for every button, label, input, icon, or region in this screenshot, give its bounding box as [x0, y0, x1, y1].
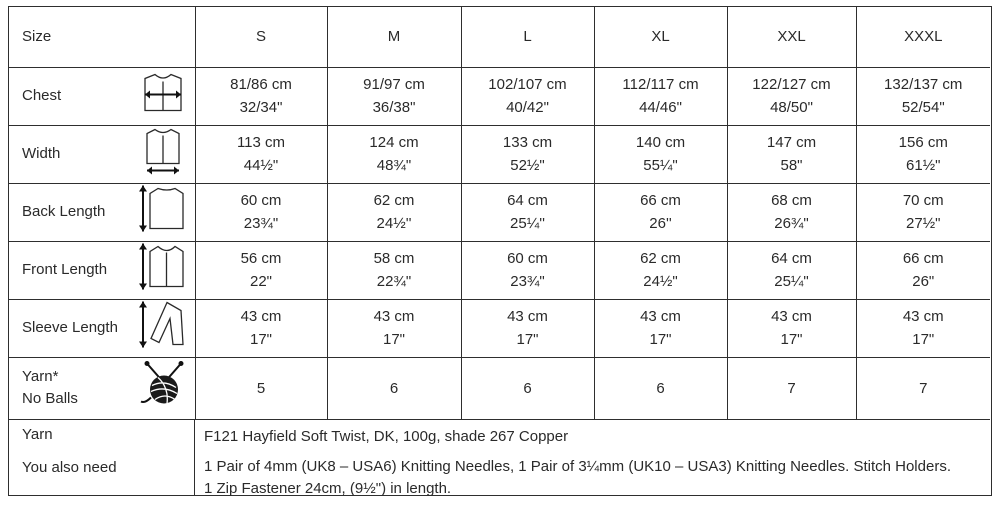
measure-cell [461, 241, 594, 299]
metric-value: 70 cm [902, 192, 944, 209]
metric-value: 43 cm [771, 308, 812, 325]
measure-cell [195, 241, 327, 299]
metric-value: 43 cm [240, 308, 282, 325]
size-heading-l: L [461, 7, 594, 67]
measure-cell [856, 67, 990, 125]
metric-value: 124 cm [369, 134, 419, 151]
measure-row-front-length [9, 241, 990, 299]
metric-value: 62 cm [373, 192, 415, 209]
metric-value: 133 cm [502, 134, 553, 151]
yarn-balls-label [22, 366, 78, 410]
imperial-value: 48¾" [376, 157, 412, 174]
measure-cell [856, 183, 990, 241]
imperial-value: 25¼'' [510, 215, 545, 232]
size-chart [8, 6, 992, 496]
sleeve-length-icon [137, 299, 189, 358]
measure-cell [327, 67, 461, 125]
imperial-value: 27½" [905, 215, 941, 232]
measure-cell [727, 67, 856, 125]
metric-value: 64 cm [507, 192, 548, 209]
measure-cell [327, 241, 461, 299]
size-heading-xl: XL [594, 7, 727, 67]
metric-value: 91/97 cm [363, 76, 425, 93]
metric-value: 147 cm [766, 134, 817, 151]
measure-cell [195, 299, 327, 357]
measure-cell [594, 125, 727, 183]
metric-value: 60 cm [240, 192, 282, 209]
metric-value: 66 cm [640, 192, 681, 209]
row-label-cell [9, 183, 195, 241]
size-heading-s: S [195, 7, 327, 67]
yarn-balls-count: 7 [727, 357, 856, 419]
yarn-label-line-1: Yarn* [22, 368, 59, 385]
imperial-value: 17" [382, 331, 405, 348]
metric-value: 58 cm [373, 250, 415, 267]
yarn-label-line-2: No Balls [22, 390, 78, 407]
measure-cell [594, 299, 727, 357]
imperial-value: 44/46" [639, 99, 682, 116]
imperial-value: 22" [249, 273, 272, 290]
imperial-value: 44½" [243, 157, 279, 174]
metric-value: 60 cm [507, 250, 548, 267]
row-label-cell [9, 125, 195, 183]
metric-value: 112/117 cm [622, 76, 699, 93]
metric-value: 43 cm [373, 308, 415, 325]
yarn-balls-label-cell [9, 357, 195, 419]
also-need-value [204, 456, 951, 500]
measure-cell [327, 183, 461, 241]
yarn-balls-count: 7 [856, 357, 990, 419]
row-label: Back Length [22, 203, 106, 220]
size-table [9, 7, 990, 420]
imperial-value: 32/34" [239, 99, 283, 116]
metric-value: 62 cm [640, 250, 681, 267]
metric-value: 68 cm [771, 192, 812, 209]
size-header-cell [9, 7, 195, 67]
row-label: Width [22, 145, 61, 162]
metric-value: 81/86 cm [230, 76, 292, 93]
measure-cell [727, 183, 856, 241]
measure-row-width [9, 125, 990, 183]
measure-row-back-length [9, 183, 990, 241]
yarn-balls-count: 6 [327, 357, 461, 419]
also-need-line-1: 1 Pair of 4mm (UK8 – USA6) Knitting Needles, 1 Pair of 3¼mm (UK10 – USA3) Knitting Needles. Stitch Holders. [204, 458, 951, 475]
yarn-balls-row [9, 357, 990, 419]
metric-value: 156 cm [898, 134, 948, 151]
front-length-icon [137, 241, 189, 300]
imperial-value: 55¼" [643, 157, 678, 174]
imperial-value: 17" [780, 331, 803, 348]
yarn-balls-count: 5 [195, 357, 327, 419]
imperial-value: 52½" [510, 157, 545, 174]
metric-value: 122/127 cm [752, 76, 831, 93]
width-measure-icon [137, 126, 189, 183]
row-label-cell [9, 299, 195, 357]
measure-cell [727, 299, 856, 357]
imperial-value: 48/50" [770, 99, 813, 116]
imperial-value: 26'' [649, 215, 672, 232]
metric-value: 140 cm [635, 134, 686, 151]
measure-cell [856, 125, 990, 183]
measure-cell [594, 67, 727, 125]
imperial-value: 58" [780, 157, 803, 174]
imperial-value: 22¾" [376, 273, 412, 290]
measure-cell [327, 125, 461, 183]
size-header-label: Size [22, 27, 52, 45]
imperial-value: 23¾" [243, 215, 279, 232]
yarn-balls-count: 6 [461, 357, 594, 419]
measure-cell [327, 299, 461, 357]
chest-measure-icon [137, 71, 189, 122]
measure-cell [195, 125, 327, 183]
imperial-value: 24½'' [376, 215, 412, 232]
measure-cell [461, 125, 594, 183]
metric-value: 132/137 cm [884, 76, 963, 93]
yarn-value: F121 Hayfield Soft Twist, DK, 100g, shade 267 Copper [204, 428, 569, 445]
materials-labels [9, 419, 195, 495]
size-heading-xxxl: XXXL [856, 7, 990, 67]
row-label: Front Length [22, 261, 108, 278]
size-heading-xxl: XXL [727, 7, 856, 67]
imperial-value: 17" [249, 331, 272, 348]
measure-cell [195, 67, 327, 125]
imperial-value: 17" [516, 331, 539, 348]
imperial-value: 40/42" [506, 99, 549, 116]
metric-value: 43 cm [902, 308, 944, 325]
measure-cell [594, 183, 727, 241]
metric-value: 66 cm [902, 250, 944, 267]
yarn-balls-count: 6 [594, 357, 727, 419]
metric-value: 113 cm [236, 134, 286, 151]
measure-cell [856, 241, 990, 299]
row-label-cell [9, 67, 195, 125]
size-header-row [9, 7, 990, 67]
imperial-value: 26¾" [774, 215, 809, 232]
measure-cell [856, 299, 990, 357]
imperial-value: 25¼" [774, 273, 809, 290]
imperial-value: 61½" [905, 157, 941, 174]
metric-value: 102/107 cm [488, 76, 567, 93]
yarn-label: Yarn [22, 426, 53, 443]
materials-section [9, 419, 990, 495]
imperial-value: 17" [912, 331, 935, 348]
measure-cell [727, 241, 856, 299]
imperial-value: 23¾" [510, 273, 545, 290]
row-label: Sleeve Length [22, 319, 118, 336]
measure-cell [195, 183, 327, 241]
yarn-ball-icon [139, 360, 189, 417]
metric-value: 43 cm [507, 308, 548, 325]
metric-value: 64 cm [771, 250, 812, 267]
also-need-line-2: 1 Zip Fastener 24cm, (9½") in length. [204, 480, 452, 497]
measure-cell [461, 67, 594, 125]
size-heading-m: M [327, 7, 461, 67]
row-label-cell [9, 241, 195, 299]
metric-value: 56 cm [240, 250, 282, 267]
measure-cell [461, 183, 594, 241]
measure-row-sleeve-length [9, 299, 990, 357]
back-length-icon [137, 183, 189, 242]
measure-row-chest [9, 67, 990, 125]
row-label: Chest [22, 87, 62, 104]
also-need-label: You also need [22, 459, 117, 476]
measure-cell [594, 241, 727, 299]
imperial-value: 17" [649, 331, 672, 348]
imperial-value: 52/54" [901, 99, 945, 116]
imperial-value: 24½" [643, 273, 678, 290]
measure-cell [461, 299, 594, 357]
imperial-value: 26" [912, 273, 935, 290]
metric-value: 43 cm [640, 308, 681, 325]
measure-cell [727, 125, 856, 183]
imperial-value: 36/38" [372, 99, 416, 116]
